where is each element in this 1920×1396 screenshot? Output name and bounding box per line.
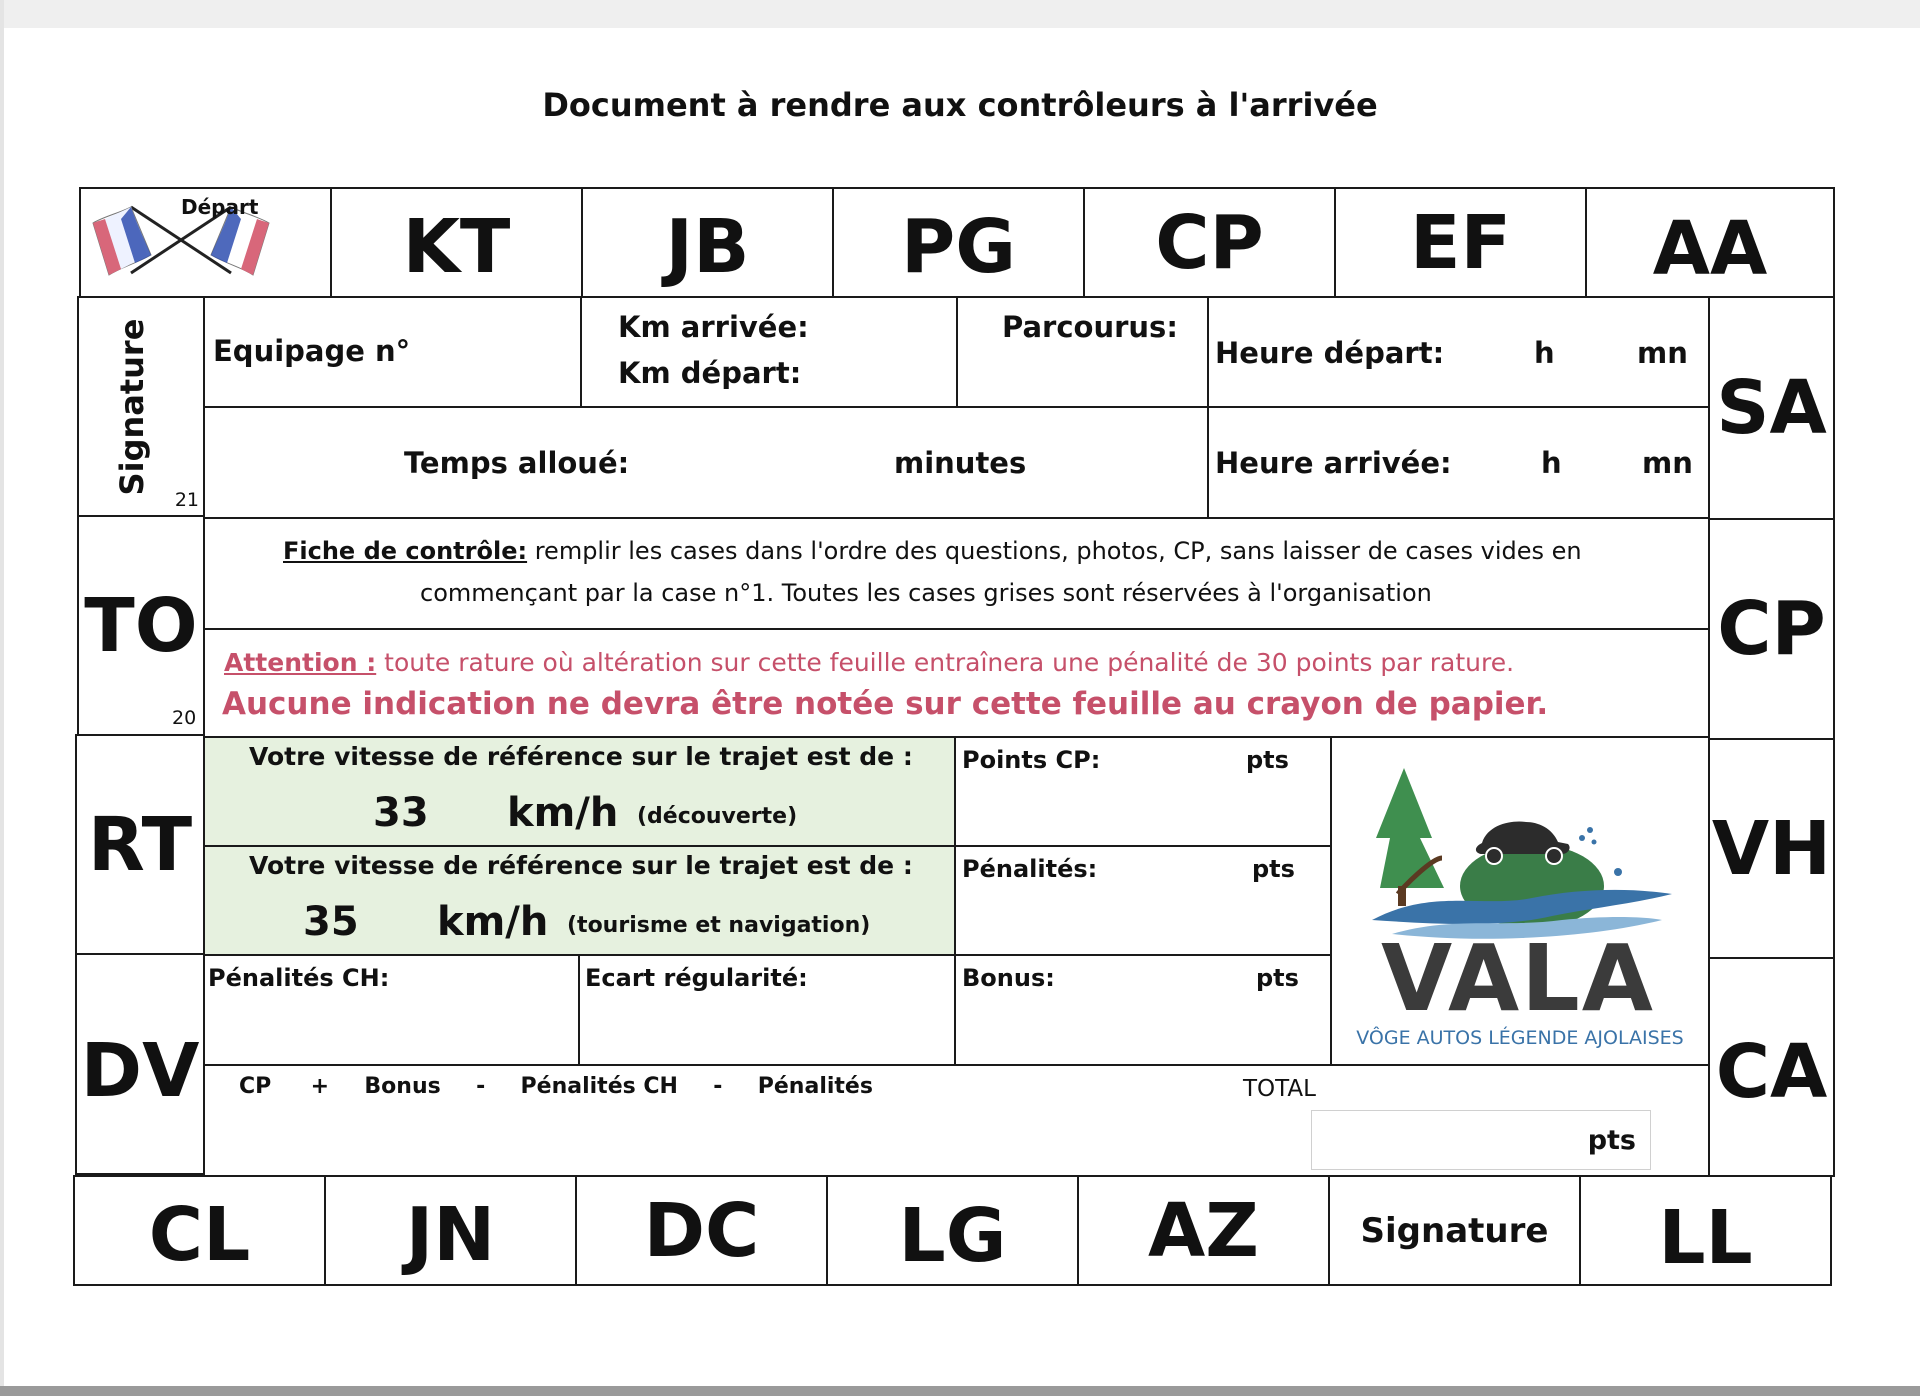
code-cell-dc: DC [575,1175,828,1286]
code-cell-sa: SA [1708,296,1835,520]
heure-arrivee-mn: mn [1642,446,1693,480]
penalites-ch-cell [203,954,580,1066]
fiche-line-1 [283,537,1582,565]
heure-arrivee-cell [1207,406,1710,519]
penalites-ch-label: Pénalités CH: [208,964,390,992]
points-cp-label: Points CP: [962,746,1101,774]
total-box [1311,1110,1651,1170]
speed-mode-1: (découverte) [637,804,798,829]
speed-label-2: Votre vitesse de référence sur le trajet est de : [249,851,913,880]
penalites-cell [954,845,1332,956]
formula-plus: + [310,1074,330,1099]
depart-cell [79,187,332,298]
heure-depart-mn: mn [1637,336,1688,370]
fiche-controle-cell [203,517,1710,630]
formula-bonus: Bonus [364,1074,441,1099]
temps-alloue-label: Temps alloué: [404,446,630,480]
code-cell-cp-top: CP [1083,187,1336,298]
formula-penalites-ch: Pénalités CH [520,1074,678,1099]
equipage-label: Equipage n° [213,334,411,368]
equipage-cell [203,296,582,408]
attention-line-2: Aucune indication ne devra être notée sur cette feuille au crayon de papier. [222,686,1549,722]
box-number-21: 21 [174,489,199,511]
code-cell-az: AZ [1077,1175,1330,1286]
formula-minus-1: - [476,1074,486,1099]
vala-logo-subtitle: VÔGE AUTOS LÉGENDE AJOLAISES [1356,1027,1684,1049]
signature-bottom-label: Signature [1360,1210,1549,1251]
points-cp-pts: pts [1246,746,1289,774]
attention-cell [203,628,1710,738]
speed-cell-2 [203,845,956,956]
formula-minus-2: - [713,1074,723,1099]
speed-mode-2: (tourisme et navigation) [567,913,871,938]
box-number-20: 20 [172,707,197,729]
code-cell-dv: DV [75,953,205,1175]
ecart-cell [578,954,956,1066]
code-cell-kt: KT [330,187,583,298]
bonus-cell [954,954,1332,1066]
speed-unit-2: km/h [437,899,549,945]
code-cell-jn: JN [324,1175,577,1286]
temps-alloue-cell [203,406,1209,519]
minutes-label: minutes [894,446,1027,480]
page-title: Document à rendre aux contrôleurs à l'arrivée [542,86,1378,124]
km-arrivee-label: Km arrivée: [618,310,809,344]
code-cell-to: TO [77,515,205,736]
parcourus-cell [956,296,1209,408]
formula-cp: CP [239,1074,272,1099]
heure-arrivee-h: h [1541,446,1562,480]
scan-bottom-margin [0,1386,1920,1396]
speed-unit-1: km/h [507,790,619,836]
signature-bottom-cell [1328,1175,1581,1286]
heure-depart-cell [1207,296,1710,408]
speed-value-1: 33 [373,790,429,836]
ecart-label: Ecart régularité: [585,964,808,992]
code-cell-aa: AA [1585,187,1835,298]
code-cell-cl: CL [73,1175,326,1286]
km-depart-label: Km départ: [618,356,802,390]
total-label: TOTAL [1243,1076,1316,1102]
penalites-label: Pénalités: [962,855,1098,883]
km-cell [580,296,958,408]
signature-vertical-label: Signature [113,318,151,496]
code-cell-lg: LG [826,1175,1079,1286]
heure-depart-label: Heure départ: [1215,336,1445,370]
code-cell-rt: RT [75,734,205,955]
total-pts: pts [1587,1125,1636,1156]
logo-cell [1330,736,1710,1066]
total-row [203,1064,1710,1177]
vala-logo [1332,738,1708,1064]
signature-vertical-cell [77,296,205,517]
formula-penalites: Pénalités [757,1074,873,1099]
formula [239,1074,873,1099]
scan-top-margin [0,0,1920,28]
heure-depart-h: h [1534,336,1555,370]
bonus-pts: pts [1256,964,1299,992]
parcourus-label: Parcourus: [1002,310,1178,344]
code-cell-ca: CA [1708,957,1835,1177]
speed-label-1: Votre vitesse de référence sur le trajet est de : [249,742,913,771]
code-cell-jb: JB [581,187,834,298]
fiche-text-1: remplir les cases dans l'ordre des questions, photos, CP, sans laisser de cases vides en [527,537,1582,565]
scan-left-edge [0,0,4,1396]
speed-value-2: 35 [303,899,359,945]
code-cell-cp-right: CP [1708,518,1835,740]
fiche-label: Fiche de contrôle: [283,537,528,565]
code-cell-vh: VH [1708,738,1835,959]
penalites-pts: pts [1252,855,1295,883]
heure-arrivee-label: Heure arrivée: [1215,446,1452,480]
attention-label: Attention : [224,648,377,677]
attention-text: toute rature où altération sur cette feuille entraînera une pénalité de 30 points par rature. [376,648,1515,677]
code-cell-ef: EF [1334,187,1587,298]
attention-line-1 [224,648,1514,677]
code-cell-pg: PG [832,187,1085,298]
vala-logo-word: VALA [1381,925,1655,1032]
fiche-line-2: commençant par la case n°1. Toutes les cases grises sont réservées à l'organisation [420,579,1432,607]
speed-cell-1 [203,736,956,847]
code-cell-ll: LL [1579,1175,1832,1286]
bonus-label: Bonus: [962,964,1055,992]
depart-label: Départ [181,195,259,219]
points-cp-cell [954,736,1332,847]
